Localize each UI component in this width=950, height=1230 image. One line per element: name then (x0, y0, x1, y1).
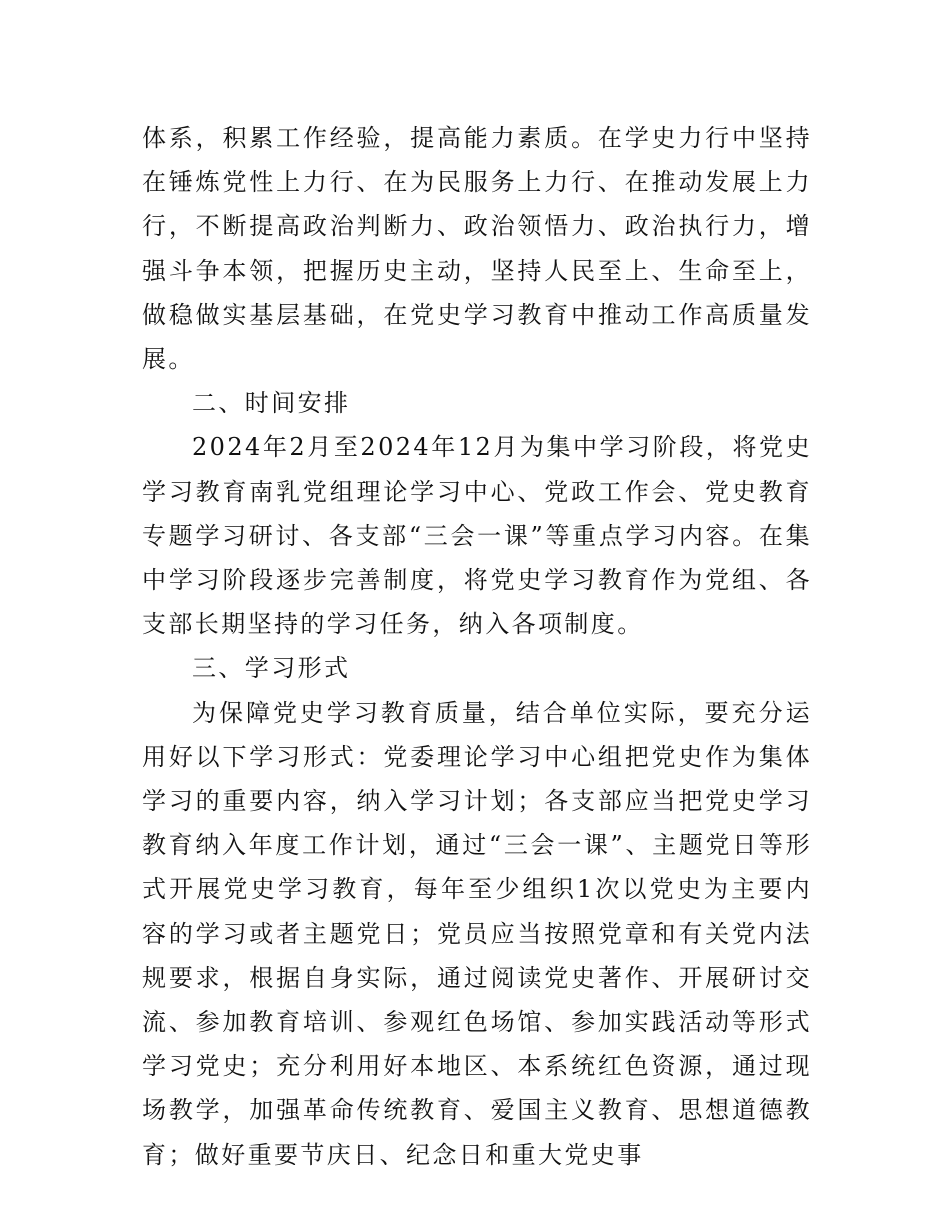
section-heading-schedule: 二、时间安排 (192, 389, 351, 418)
section-heading-study-forms: 三、学习形式 (192, 654, 351, 683)
paragraph-schedule: 2024年2月至2024年12月为集中学习阶段，将党史学习教育南乳党组理论学习中心、党政工作会、党史教育专题学习研讨、各支部“三会一课”等重点学习内容。在集中学习阶段逐步完善制度，将党史学习教育作为党组、各支部长期坚持的学习任务，纳入各项制度。 (142, 433, 812, 639)
paragraph-purpose-continued: 体系，积累工作经验，提高能力素质。在学史力行中坚持在锤炼党性上力行、在为民服务上力行、在推动发展上力行，不断提高政治判断力、政治领悟力、政治执行力，增强斗争本领，把握历史主动，坚持人民至上、生命至上，做稳做实基层基础，在党史学习教育中推动工作高质量发展。 (142, 124, 812, 374)
document-body (142, 116, 812, 1177)
paragraph-study-forms: 为保障党史学习教育质量，结合单位实际，要充分运用好以下学习形式：党委理论学习中心组把党史作为集体学习的重要内容，纳入学习计划；各支部应当把党史学习教育纳入年度工作计划，通过“三会一课”、主题党日等形式开展党史学习教育，每年至少组织1次以党史为主要内容的学习或者主题党日；党员应当按照党章和有关党内法规要求，根据自身实际，通过阅读党史著作、开展研讨交流、参加教育培训、参观红色场馆、参加实践活动等形式学习党史；充分利用好本地区、本系统红色资源，通过现场教学，加强革命传统教育、爱国主义教育、思想道德教育；做好重要节庆日、纪念日和重大党史事 (142, 698, 812, 1169)
